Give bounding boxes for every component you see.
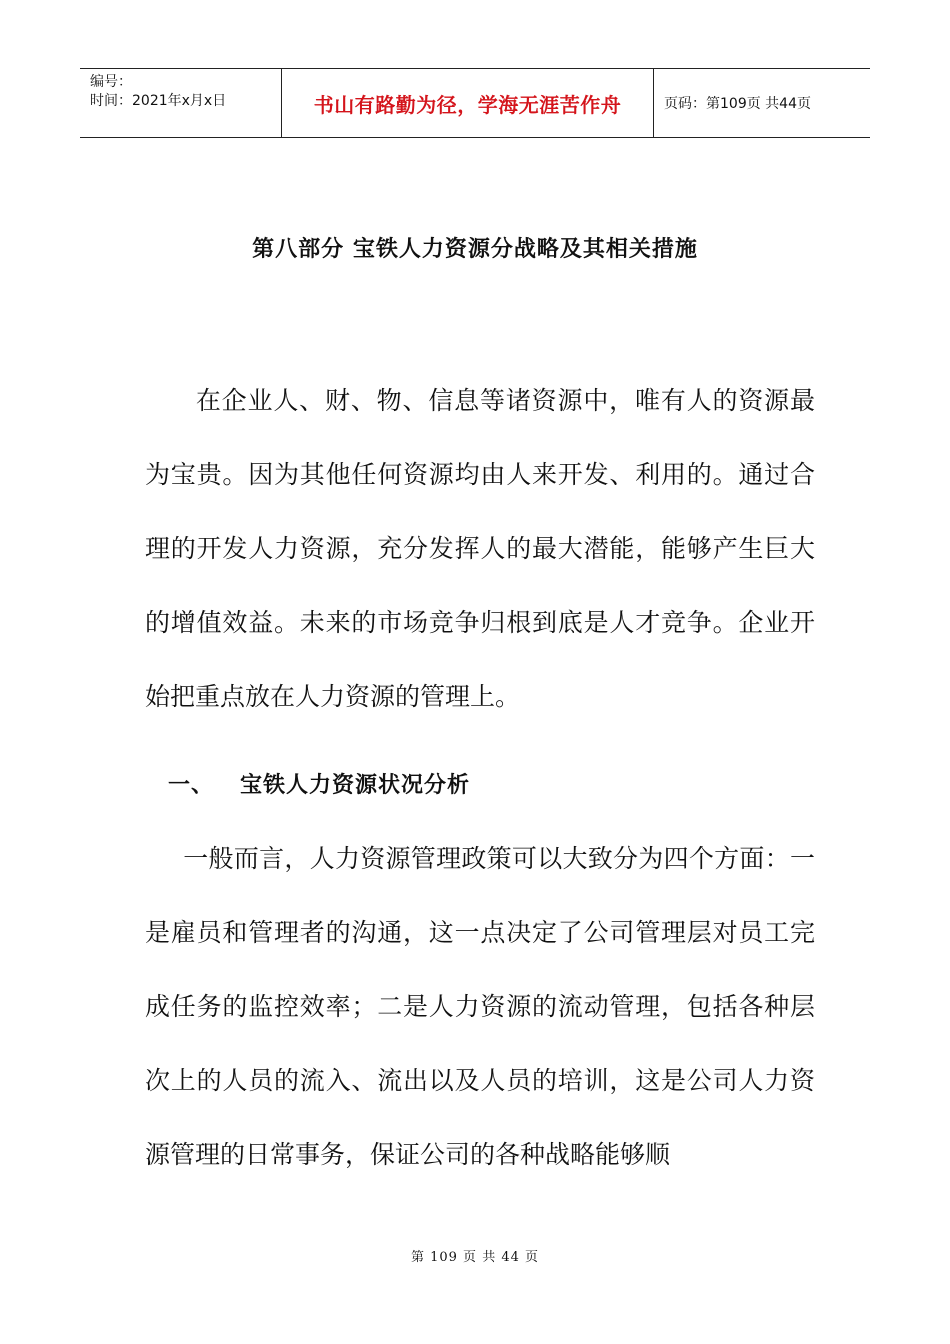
page-footer: 第 109 页 共 44 页: [410, 1250, 540, 1265]
document-header: [80, 68, 870, 138]
header-page-label: 页码：第109页 共44页: [664, 96, 811, 112]
intro-paragraph-text: 在企业人、财、物、信息等诸资源中，唯有人的资源最为宝贵。因为其他任何资源均由人来开发、利用的。通过合理的开发人力资源，充分发挥人的最大潜能，能够产生巨大的增值效益。未来的市场竞争归根到底是人才竞争。企业开始把重点放在人力资源的管理上。: [145, 386, 815, 711]
section-heading-text: 宝铁人力资源状况分析: [240, 773, 471, 798]
section-heading: [168, 768, 470, 799]
document-date-label: 时间：2021年x月x日: [90, 93, 227, 109]
intro-paragraph: [145, 364, 815, 734]
header-page-cell: [654, 69, 870, 137]
analysis-paragraph: [145, 822, 815, 1192]
analysis-paragraph-text: 一般而言，人力资源管理政策可以大致分为四个方面：一是雇员和管理者的沟通，这一点决定了公司管理层对员工完成任务的监控效率；二是人力资源的流动管理，包括各种层次上的人员的流入、流出以及人员的培训，这是公司人力资源管理的日常事务，保证公司的各种战略能够顺: [145, 844, 815, 1169]
header-meta-cell: [80, 69, 282, 137]
page-title: 第八部分 宝铁人力资源分战略及其相关措施: [252, 237, 698, 262]
document-number-label: 编号：: [90, 74, 132, 90]
section-number: 一、: [168, 773, 215, 798]
header-motto-cell: [282, 69, 654, 137]
header-motto: 书山有路勤为径，学海无涯苦作舟: [313, 92, 622, 117]
